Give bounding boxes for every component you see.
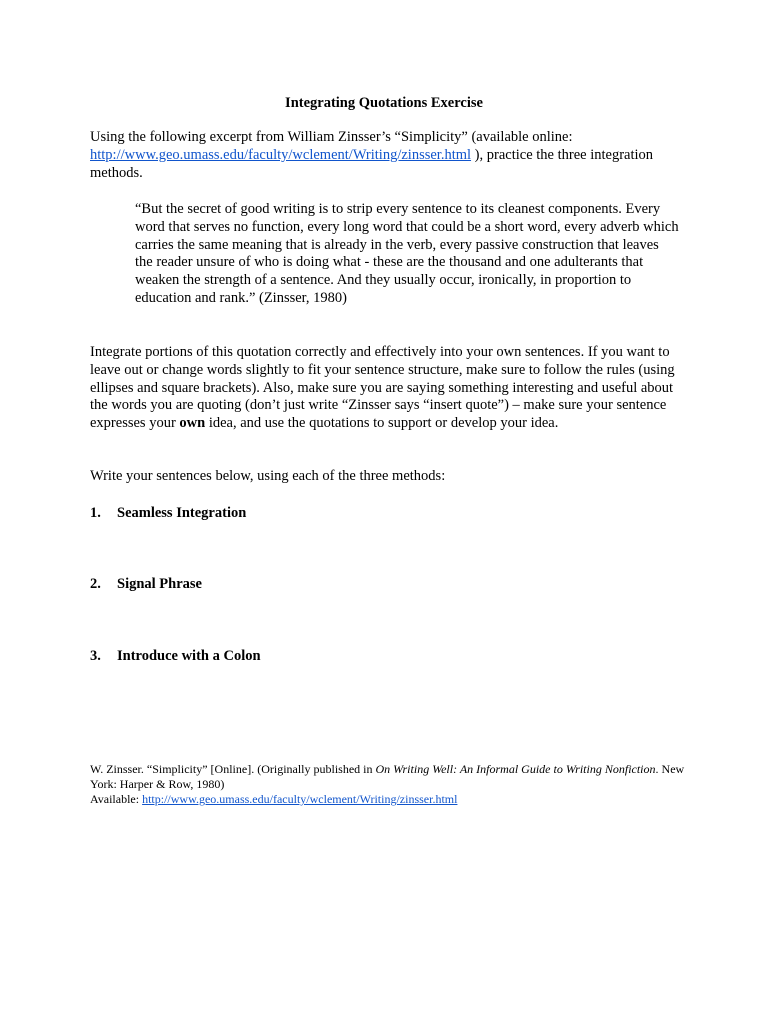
emphasis-own: own bbox=[179, 415, 206, 432]
citation-available-label: Available: bbox=[90, 792, 143, 806]
citation-reference bbox=[90, 762, 690, 792]
citation-book-title: On Writing Well: An Informal Guide to Writing Nonfiction bbox=[375, 762, 656, 776]
method-number: 3. bbox=[90, 648, 101, 664]
intro-text: Using the following excerpt from William Zinsser’s “Simplicity” (available online: bbox=[90, 129, 573, 145]
method-seamless-integration bbox=[90, 504, 246, 522]
write-prompt: Write your sentences below, using each of the three methods: bbox=[90, 468, 446, 484]
zinsser-link[interactable]: http://www.geo.umass.edu/faculty/wclement/Writing/zinsser.html bbox=[90, 146, 472, 163]
method-introduce-with-colon bbox=[90, 647, 261, 665]
method-number: 1. bbox=[90, 505, 101, 521]
method-signal-phrase bbox=[90, 575, 202, 593]
intro-paragraph bbox=[90, 129, 690, 182]
citation-publisher: . New York: Harper & Row, 1980) bbox=[90, 762, 685, 791]
instructions-paragraph bbox=[90, 344, 690, 433]
method-label: Signal Phrase bbox=[117, 576, 202, 592]
citation-prefix: W. Zinsser. “Simplicity” [Online]. (Originally published in bbox=[90, 762, 376, 776]
method-number: 2. bbox=[90, 576, 101, 592]
instructions-text: Integrate portions of this quotation correctly and effectively into your own sentences. If you want to leave out or change words slightly to fit your sentence structure, make sure to follow the rules (using ellipses and square brackets). Also, make sure you are saying something interesting and useful about the words you are quoting (don’t just write “Zinsser says “insert quote”) – make sure your sentence expresses your bbox=[90, 344, 675, 432]
method-label: Seamless Integration bbox=[117, 505, 247, 521]
document-title: Integrating Quotations Exercise bbox=[285, 95, 483, 111]
intro-text-end: ), practice the three integration methods. bbox=[90, 146, 654, 181]
citation bbox=[90, 762, 690, 807]
citation-available bbox=[90, 792, 690, 807]
method-label: Introduce with a Colon bbox=[117, 648, 261, 664]
block-quote: “But the secret of good writing is to strip every sentence to its cleanest components. Every word that serves no function, every long word that could be a short word, every adverb which carries the same meaning that is already in the verb, every passive construction that leaves the reader unsure of who is doing what - these are the thousand and one adulterants that weaken the strength of a sentence. And they usually occur, ironically, in proportion to education and rank.” (Zinsser, 1980) bbox=[135, 201, 679, 306]
citation-link[interactable]: http://www.geo.umass.edu/faculty/wclement/Writing/zinsser.html bbox=[142, 792, 458, 806]
instructions-text-end: idea, and use the quotations to support or develop your idea. bbox=[205, 415, 559, 432]
